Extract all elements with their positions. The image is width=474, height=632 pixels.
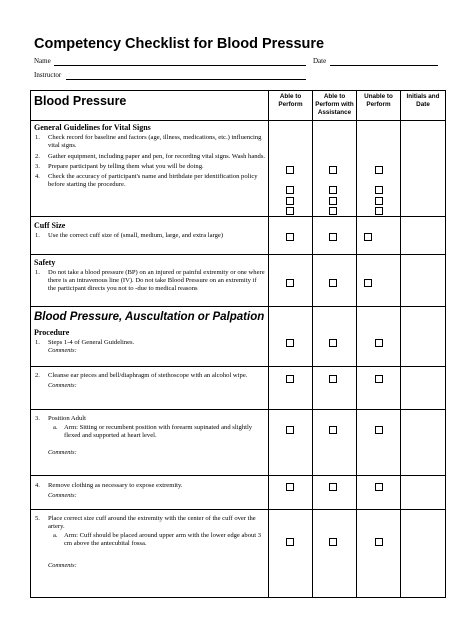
name-field[interactable] — [54, 65, 306, 66]
row-general-guidelines — [31, 121, 446, 217]
page-title: Competency Checklist for Blood Pressure — [34, 36, 325, 52]
initials-cell[interactable] — [401, 217, 446, 255]
section-title-blood-pressure: Blood Pressure — [34, 94, 127, 108]
checklist-table — [30, 90, 446, 598]
checkbox-assist-general-3[interactable] — [329, 197, 337, 205]
list-item: 2. Cleanse ear pieces and bell/diaphragm of stethoscope with an alcohol wipe. — [35, 372, 248, 379]
list-item: 4. Check the accuracy of participant's name and birthdate per identification policy before starting the procedure. — [35, 173, 258, 188]
comments-label: Comments: — [48, 449, 77, 456]
checkbox-able-general-4[interactable] — [286, 207, 294, 215]
checkbox-unable-step-1[interactable] — [375, 339, 383, 347]
checkbox-able-step-5[interactable] — [286, 538, 294, 546]
name-label: Name — [34, 57, 51, 65]
checkbox-able-step-4[interactable] — [286, 483, 294, 491]
checkbox-assist-step-4[interactable] — [329, 483, 337, 491]
instructor-field[interactable] — [66, 79, 306, 80]
initials-cell[interactable] — [401, 510, 446, 598]
list-item: 1. Steps 1-4 of General Guidelines. — [35, 339, 135, 346]
initials-cell[interactable] — [401, 476, 446, 510]
col-unable-to-perform: Unable to Perform — [357, 91, 401, 121]
checkbox-able-step-3[interactable] — [286, 426, 294, 434]
instructor-label: Instructor — [34, 71, 62, 79]
row-auscultation-step-5 — [31, 510, 446, 598]
list-item: 5. Place correct size cuff around the extremity with the center of the cuff over the artery. — [35, 515, 256, 530]
checkbox-assist-step-3[interactable] — [329, 426, 337, 434]
list-item: 1. Do not take a blood pressure (BP) on an injured or painful extremity or one where there is an intravenous line (IV). Do not take Blood Pressure on an extremity if the participant directs you not to -due to medical reasons — [35, 269, 265, 292]
row-auscultation-step-1 — [31, 307, 446, 367]
checkbox-able-general-1[interactable] — [286, 166, 294, 174]
list-item: 1. Use the correct cuff size of (small, medium, large, and extra large) — [35, 232, 224, 239]
header-row — [31, 91, 446, 121]
initials-cell[interactable] — [401, 307, 446, 367]
checkbox-assist-safety[interactable] — [329, 279, 337, 287]
checkbox-assist-step-1[interactable] — [329, 339, 337, 347]
list-item: 3. Prepare participant by telling them what you will be doing. — [35, 163, 204, 170]
date-field[interactable] — [330, 65, 438, 66]
list-item: 3. Position Adult — [35, 415, 86, 422]
list-item: 1. Check record for baseline and factors (age, illness, medications, etc.) influencing vital signs. — [35, 134, 262, 149]
checkbox-assist-general-4[interactable] — [329, 207, 337, 215]
list-item: 4. Remove clothing as necessary to expose extremity. — [35, 482, 183, 489]
date-label: Date — [313, 57, 327, 65]
row-auscultation-step-4 — [31, 476, 446, 510]
procedure-title: Procedure — [34, 328, 70, 337]
row-safety — [31, 255, 446, 307]
general-guidelines-title: General Guidelines for Vital Signs — [34, 123, 151, 132]
checkbox-unable-step-5[interactable] — [375, 538, 383, 546]
list-subitem: a. Arm: Sitting or recumbent position with forearm supinated and slightly flexed and supported at heart level. — [53, 424, 253, 439]
checkbox-able-cuff[interactable] — [286, 233, 294, 241]
initials-cell[interactable] — [401, 367, 446, 410]
initials-cell[interactable] — [401, 255, 446, 307]
initials-cell[interactable] — [401, 410, 446, 476]
comments-label: Comments: — [48, 492, 77, 499]
row-auscultation-step-2 — [31, 367, 446, 410]
list-item: 2. Gather equipment, including paper and pen, for recording vital signs. Wash hands. — [35, 153, 266, 160]
checkbox-assist-cuff[interactable] — [329, 233, 337, 241]
checkbox-able-general-3[interactable] — [286, 197, 294, 205]
checkbox-assist-step-2[interactable] — [329, 375, 337, 383]
checkbox-unable-general-1[interactable] — [375, 166, 383, 174]
checkbox-able-step-1[interactable] — [286, 339, 294, 347]
comments-label: Comments: — [48, 347, 77, 354]
checkbox-unable-step-3[interactable] — [375, 426, 383, 434]
checkbox-unable-safety[interactable] — [364, 279, 372, 287]
checkbox-unable-step-4[interactable] — [375, 483, 383, 491]
checkbox-able-general-2[interactable] — [286, 186, 294, 194]
comments-label: Comments: — [48, 382, 77, 389]
list-subitem: a. Arm: Cuff should be placed around upper arm with the lower edge about 3 cm above the antecubital fossa. — [53, 532, 262, 547]
checkbox-unable-step-2[interactable] — [375, 375, 383, 383]
checkbox-able-safety[interactable] — [286, 279, 294, 287]
checkbox-assist-general-1[interactable] — [329, 166, 337, 174]
row-cuff-size — [31, 217, 446, 255]
cuff-size-title: Cuff Size — [34, 221, 66, 230]
col-initials-and-date: Initials and Date — [401, 91, 446, 121]
row-auscultation-step-3 — [31, 410, 446, 476]
checkbox-able-step-2[interactable] — [286, 375, 294, 383]
checkbox-unable-general-2[interactable] — [375, 186, 383, 194]
checkbox-unable-cuff[interactable] — [364, 233, 372, 241]
checkbox-unable-general-4[interactable] — [375, 207, 383, 215]
initials-cell[interactable] — [401, 121, 446, 217]
section-title-auscultation: Blood Pressure, Auscultation or Palpation — [34, 311, 265, 323]
checkbox-assist-general-2[interactable] — [329, 186, 337, 194]
safety-title: Safety — [34, 258, 56, 267]
checkbox-unable-general-3[interactable] — [375, 197, 383, 205]
checkbox-assist-step-5[interactable] — [329, 538, 337, 546]
col-able-with-assistance: Able to Perform with Assistance — [313, 91, 357, 121]
col-able-to-perform: Able to Perform — [269, 91, 313, 121]
comments-label: Comments: — [48, 562, 77, 569]
